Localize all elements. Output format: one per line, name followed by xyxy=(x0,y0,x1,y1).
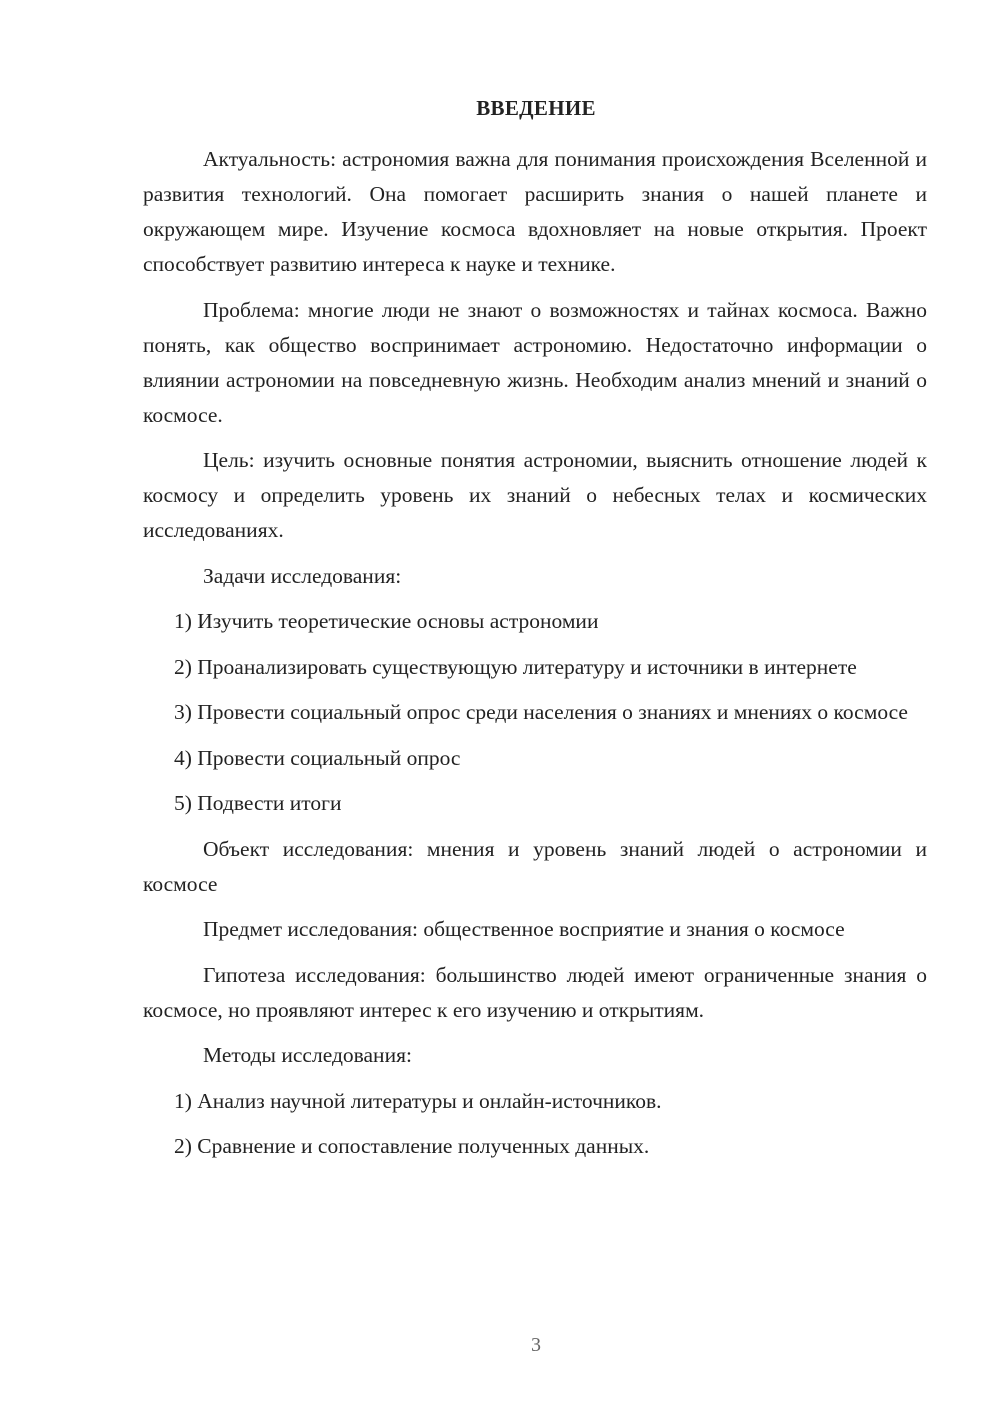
page-title: ВВЕДЕНИЕ xyxy=(476,96,596,120)
tasks-heading: Задачи исследования: xyxy=(203,563,402,588)
object-paragraph: Объект исследования: мнения и уровень знаний людей о астрономии и космосе xyxy=(143,836,927,896)
goal-paragraph: Цель: изучить основные понятия астрономии, выяснить отношение людей к космосу и определить уровень их знаний о небесных телах и космических исследованиях. xyxy=(143,448,927,542)
hypothesis-paragraph: Гипотеза исследования: большинство людей имеют ограниченные знания о космосе, но проявляют интерес к его изучению и открытиям. xyxy=(143,962,927,1022)
task-item-4: 4) Провести социальный опрос xyxy=(174,745,461,770)
task-item-3: 3) Провести социальный опрос среди населения о знаниях и мнениях о космосе xyxy=(174,700,908,724)
task-item-5: 5) Подвести итоги xyxy=(174,791,342,815)
task-item-1: 1) Изучить теоретические основы астрономии xyxy=(174,609,599,633)
document-body xyxy=(143,142,927,1175)
page-number: 3 xyxy=(531,1334,541,1356)
problem-paragraph: Проблема: многие люди не знают о возможностях и тайнах космоса. Важно понять, как общество воспринимает астрономию. Недостаточно информации о влиянии астрономии на повседневную жизнь. Необходим анализ мнений и знаний о космосе. xyxy=(143,297,927,427)
task-item-2: 2) Проанализировать существующую литературу и источники в интернете xyxy=(174,654,857,679)
relevance-paragraph: Актуальность: астрономия важна для понимания происхождения Вселенной и развития технологий. Она помогает расширить знания о нашей планете и окружающем мире. Изучение космоса вдохновляет на новые открытия. Проект способствует развитию интереса к науке и технике. xyxy=(143,147,927,276)
method-item-2: 2) Сравнение и сопоставление полученных данных. xyxy=(174,1134,650,1158)
method-item-1: 1) Анализ научной литературы и онлайн-источников. xyxy=(174,1088,662,1113)
subject-paragraph: Предмет исследования: общественное восприятие и знания о космосе xyxy=(203,917,845,941)
methods-heading: Методы исследования: xyxy=(203,1043,412,1067)
